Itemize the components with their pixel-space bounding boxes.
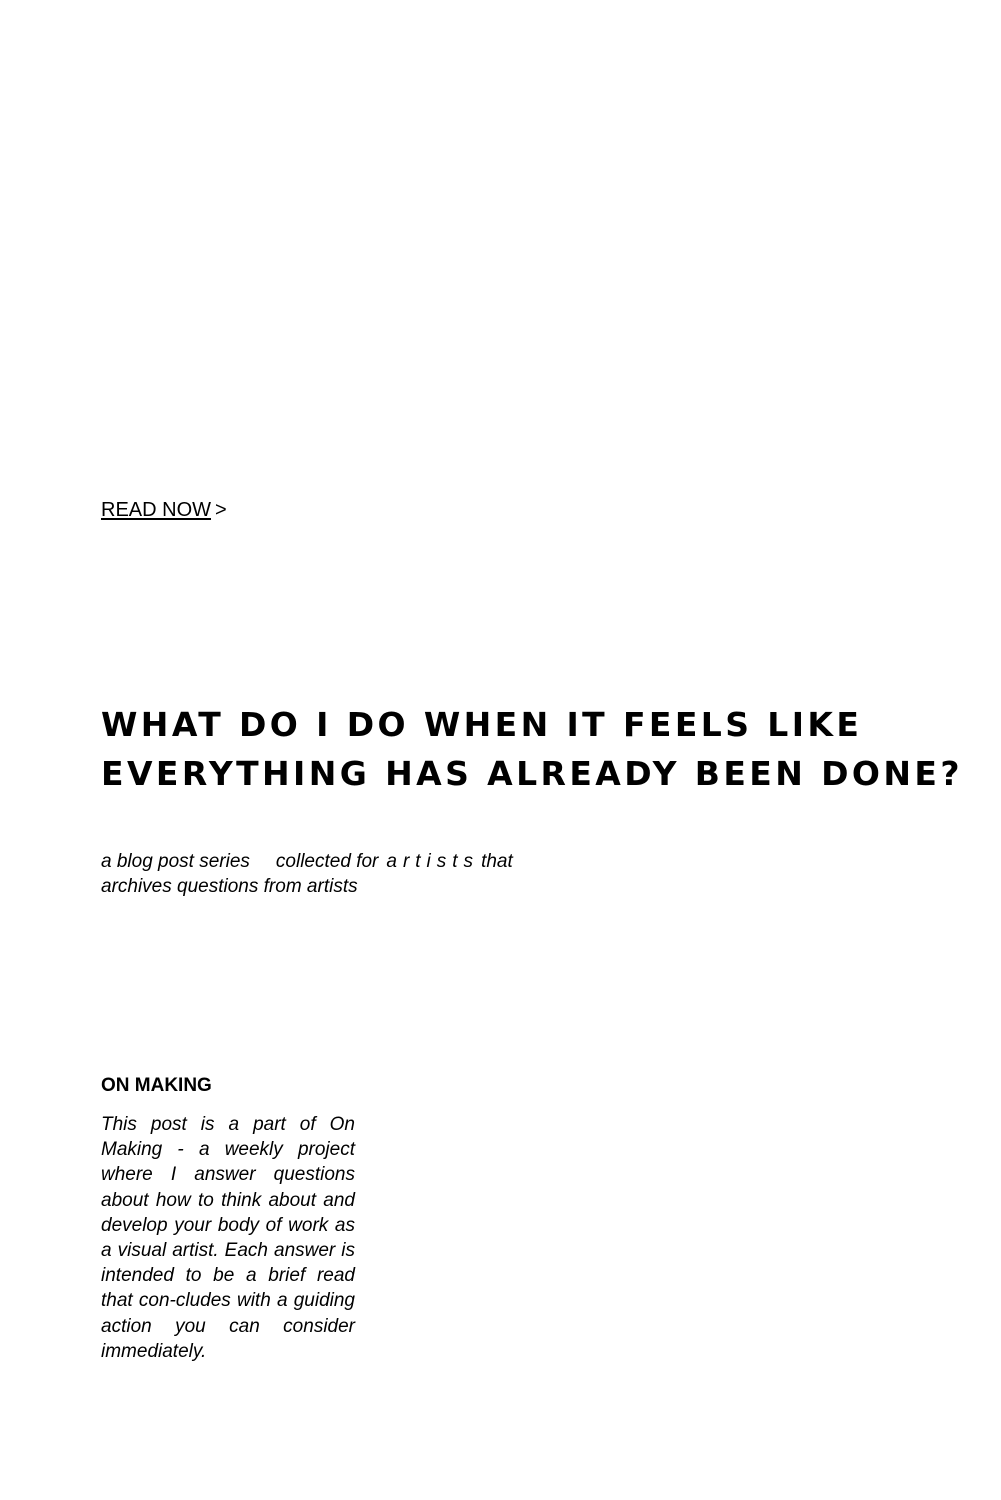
chevron-right-icon[interactable]: >	[215, 499, 227, 521]
read-now-link-group	[101, 498, 227, 522]
subtitle	[101, 849, 513, 899]
subtitle-part-1: a blog post series	[101, 851, 250, 872]
section-title: ON MAKING	[101, 1075, 212, 1096]
subtitle-spaced-word: artists	[386, 851, 480, 872]
subtitle-part-3: that	[481, 851, 513, 872]
page-title	[101, 700, 981, 798]
subtitle-line-2: archives questions from artists	[101, 876, 358, 897]
section-body: This post is a part of On Making - a weekly project where I answer questions about how to think about and develop your body of work as a visual artist. Each answer is intended to be a brief read that con-cludes with a guiding action you can consider immediately.	[101, 1114, 355, 1362]
page-title-line-2: EVERYTHING HAS ALREADY BEEN DONE?	[101, 754, 963, 793]
page-title-line-1: WHAT DO I DO WHEN IT FEELS LIKE	[101, 705, 863, 744]
subtitle-part-2: collected for	[275, 851, 379, 872]
read-now-link[interactable]: READ NOW	[101, 499, 211, 521]
